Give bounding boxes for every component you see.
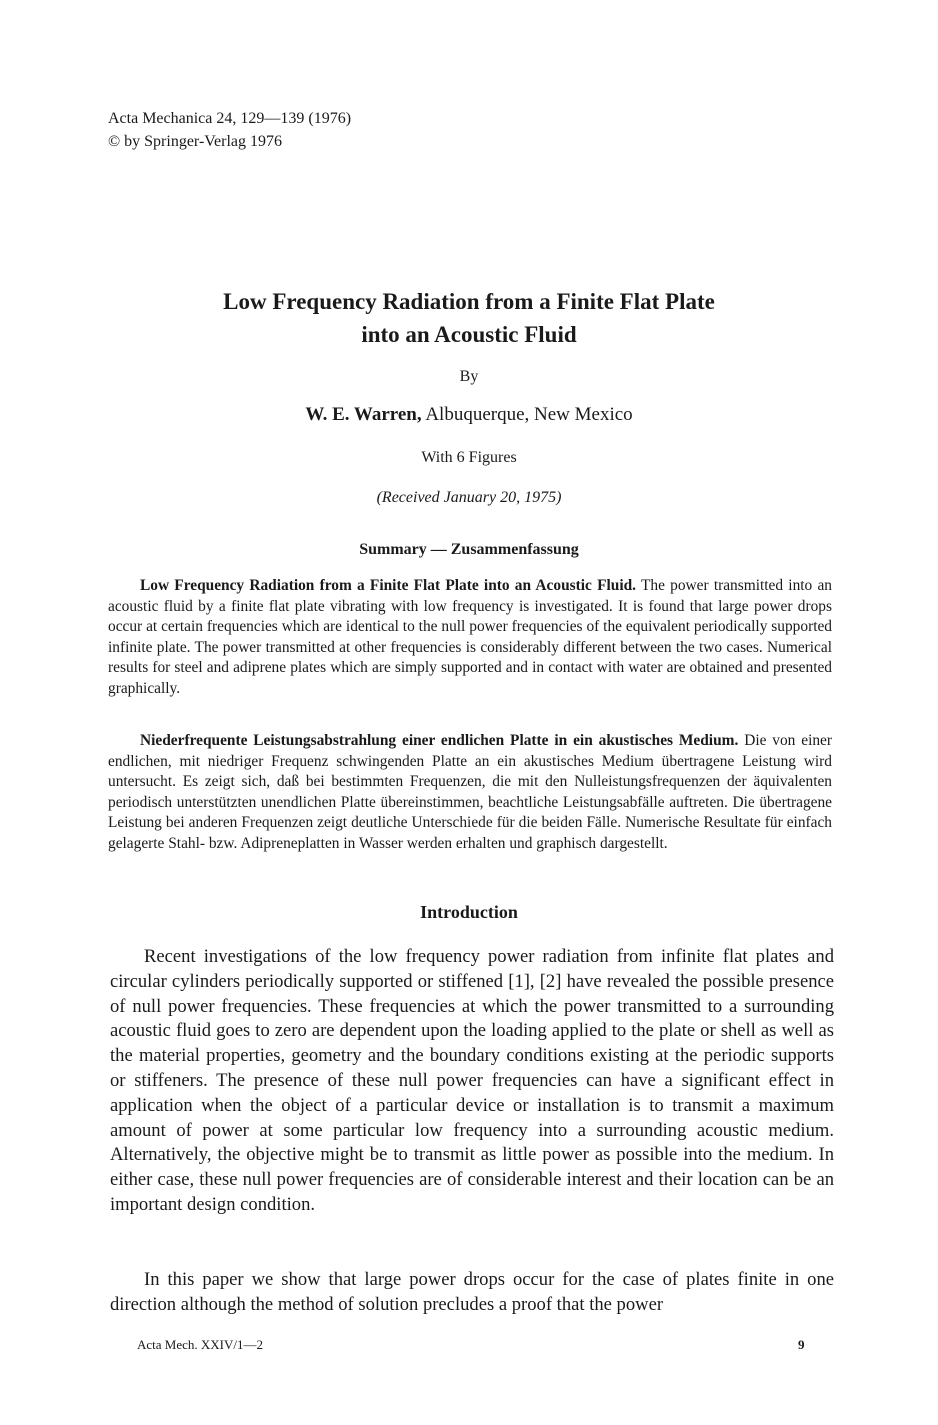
by-label: By (459, 368, 479, 385)
journal-header (108, 107, 351, 153)
author-name: W. E. Warren, (305, 404, 422, 425)
introduction-paragraph-1: Recent investigations of the low frequency power radiation from infinite flat plates and circular cylinders periodically supported or stiffened [1], [2] have revealed the possible presence of null power frequencies. These frequencies at which the power transmitted to a surrounding acoustic fluid goes to zero are dependent upon the loading applied to the plate or shell as well as the material properties, geometry and the boundary conditions existing at the periodic supports or stiffeners. The presence of these null power frequencies can have a significant effect in application when the object of a particular device or installation is to transmit a maximum amount of power at some particular low frequency into a surrounding acoustic medium. Alternatively, the objective might be to transmit as little power as possible into the medium. In either case, these null power frequencies are of considerable interest and their location can be an important design condition. (110, 946, 834, 1215)
paper-title (0, 285, 938, 351)
page-number: 9 (798, 1337, 805, 1352)
author-location: Albuquerque, New Mexico (425, 404, 633, 425)
introduction-heading: Introduction (420, 902, 518, 922)
abstract-german-title: Niederfrequente Leistungsabstrahlung einer endlichen Platte in ein akustisches Medium. (140, 732, 739, 749)
abstract-english-body: The power transmitted into an acoustic fluid by a finite flat plate vibrating with low frequency is investigated. It is found that large power drops occur at certain frequencies which are identical to the null power frequencies of the equivalent periodically supported infinite plate. The power transmitted at other frequencies is considerably different between the two cases. Numerical results for steel and adiprene plates which are simply supported and in contact with water are obtained and presented graphically. (108, 577, 832, 697)
abstract-german (108, 731, 832, 855)
journal-citation: Acta Mechanica 24, 129—139 (1976) (108, 110, 352, 127)
received-date: (Received January 20, 1975) (376, 489, 562, 506)
title-line-1: Low Frequency Radiation from a Finite Flat Plate (223, 289, 715, 314)
introduction-paragraph-2: In this paper we show that large power drops occur for the case of plates finite in one direction although the method of solution precludes a proof that the power (110, 1269, 834, 1315)
footer-journal-issue: Acta Mech. XXIV/1—2 (137, 1337, 263, 1352)
copyright-notice: © by Springer-Verlag 1976 (108, 133, 283, 150)
title-line-2: into an Acoustic Fluid (361, 322, 577, 347)
abstract-german-body: Die von einer endlichen, mit niedriger Frequenz schwingenden Platte an ein akustisches Medium übertragene Leistung wird untersucht. Es zeigt sich, daß bei bestimmten Frequenzen, die mit den Nulleistungsfrequenzen der äquivalenten periodisch unterstützten unendlichen Platte übereinstimmen, beachtliche Leistungsabfälle auftreten. Die übertragene Leistung bei anderen Frequenzen zeigt deutliche Unterschiede für die beiden Fälle. Numerische Resultate für einfach gelagerte Stahl- bzw. Adipreneplatten in Wasser werden erhalten und graphisch dargestellt. (108, 732, 833, 852)
figures-note: With 6 Figures (421, 449, 517, 466)
author-line (0, 404, 938, 426)
abstract-english (108, 576, 832, 700)
summary-heading: Summary — Zusammenfassung (359, 541, 579, 558)
abstract-english-title: Low Frequency Radiation from a Finite Flat Plate into an Acoustic Fluid. (140, 577, 637, 594)
